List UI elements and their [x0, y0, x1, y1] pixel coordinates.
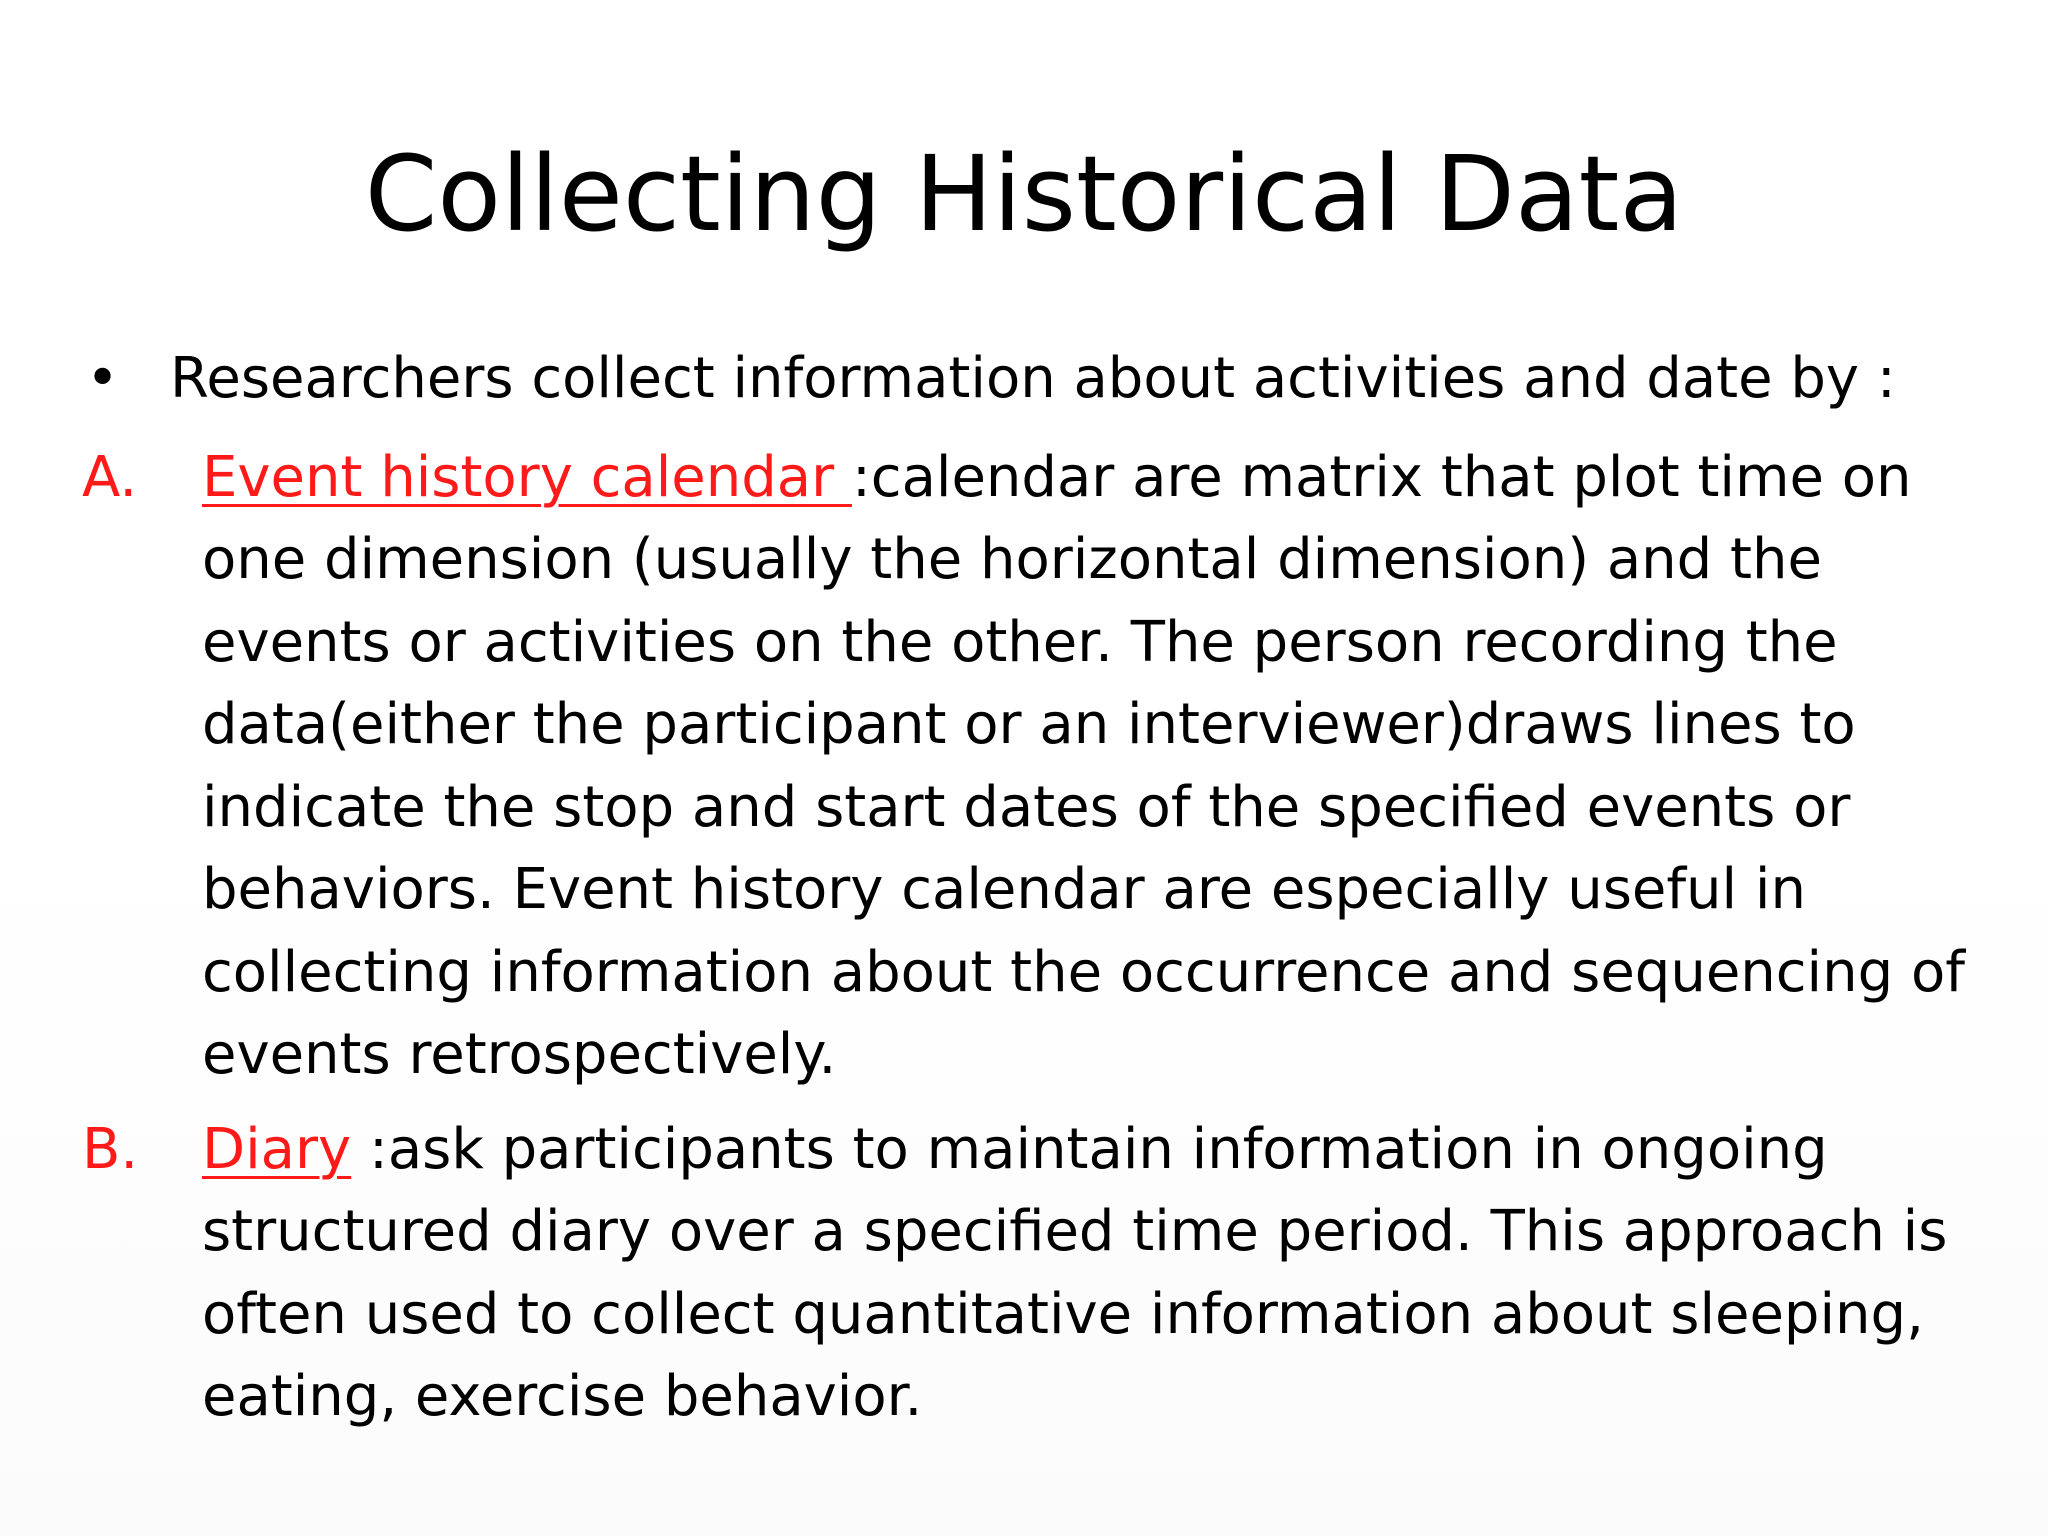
list-item-content	[202, 1109, 1982, 1439]
list-item-content	[202, 437, 1982, 1097]
list-item-term: Event history calendar	[202, 444, 852, 510]
list-item-description: :ask participants to maintain information in ongoing structured diary over a specified time period. This approach is often used to collect quantitative information about sleeping, eating, exercise behavior.	[202, 1116, 1948, 1429]
slide-title: Collecting Historical Data	[364, 133, 1684, 255]
bullet-icon: •	[86, 346, 120, 411]
list-item-letter: B.	[82, 1116, 139, 1182]
list-item-a	[82, 437, 1982, 1097]
bullet-text: Researchers collect information about activities and date by :	[170, 346, 1896, 411]
list-item-letter: A.	[82, 444, 138, 510]
slide-body	[82, 338, 1982, 1451]
list-item-term: Diary	[202, 1116, 352, 1182]
list-item-b	[82, 1109, 1982, 1439]
list-item-description: :calendar are matrix that plot time on one dimension (usually the horizontal dimension) and the events or activities on the other. The person recording the data(either the participant or an interviewer)draws lines to indicate the stop and start dates of the specified events or behaviors. Event history calendar are especially useful in collecting information about the occurrence and sequencing of events retrospectively.	[202, 444, 1965, 1087]
bullet-item	[82, 338, 1982, 421]
